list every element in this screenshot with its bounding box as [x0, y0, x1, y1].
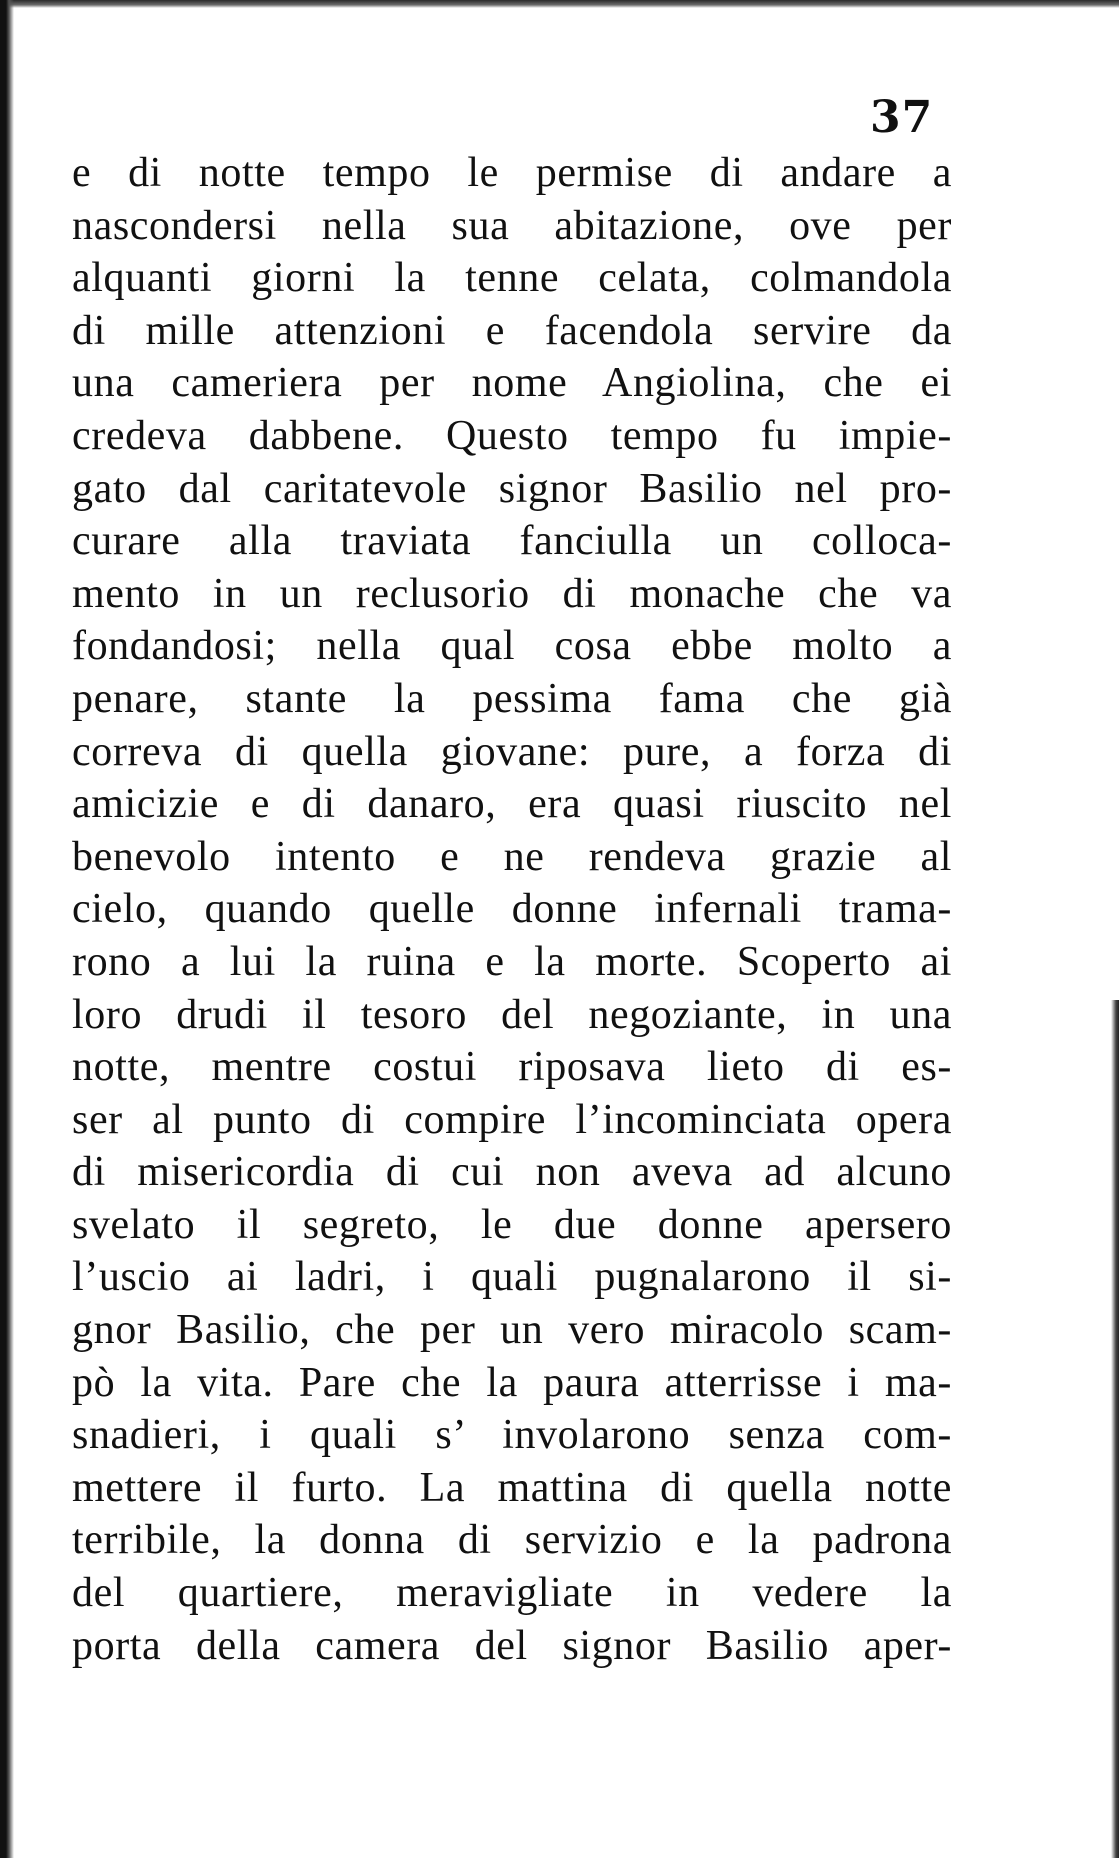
text-line: correva di quella giovane: pure, a forza di: [72, 728, 952, 775]
page-number: 37: [870, 92, 934, 143]
text-line: mento in un reclusorio di monache che va: [72, 570, 952, 617]
text-line: terribile, la donna di servizio e la padrona: [72, 1517, 952, 1564]
text-line: curare alla traviata fanciulla un colloca-: [72, 518, 952, 565]
text-line: cielo, quando quelle donne infernali trama-: [72, 886, 952, 933]
text-line: una cameriera per nome Angiolina, che ei: [72, 360, 952, 407]
text-line: e di notte tempo le permise di andare a: [72, 150, 952, 196]
text-line: fondandosi; nella qual cosa ebbe molto a: [72, 623, 952, 670]
text-line: porta della camera del signor Basilio aper-: [72, 1622, 952, 1669]
text-line: ser al punto di compire l’incominciata opera: [72, 1096, 952, 1143]
text-line: di mille attenzioni e facendola servire da: [72, 307, 952, 354]
text-line: penare, stante la pessima fama che già: [72, 675, 952, 722]
text-line: del quartiere, meravigliate in vedere la: [72, 1570, 952, 1617]
scan-edge-top: [0, 0, 1119, 8]
text-line: snadieri, i quali s’ involarono senza com-: [72, 1412, 952, 1459]
text-line: notte, mentre costui riposava lieto di es-: [72, 1044, 952, 1091]
text-line: di misericordia di cui non aveva ad alcuno: [72, 1149, 952, 1196]
text-line: credeva dabbene. Questo tempo fu impie-: [72, 412, 952, 459]
text-line: pò la vita. Pare che la paura atterrisse i ma-: [72, 1359, 952, 1406]
text-line: nascondersi nella sua abitazione, ove per: [72, 202, 952, 249]
text-line: l’uscio ai ladri, i quali pugnalarono il si-: [72, 1254, 952, 1301]
text-line: gnor Basilio, che per un vero miracolo scam-: [72, 1307, 952, 1354]
body-text: [72, 147, 952, 1672]
text-line: gato dal caritatevole signor Basilio nel pro-: [72, 465, 952, 512]
text-line: rono a lui la ruina e la morte. Scoperto ai: [72, 938, 952, 985]
text-line: loro drudi il tesoro del negoziante, in una: [72, 991, 952, 1038]
text-line: amicizie e di danaro, era quasi riuscito nel: [72, 781, 952, 828]
text-line: svelato il segreto, le due donne apersero: [72, 1201, 952, 1248]
text-line: alquanti giorni la tenne celata, colmandola: [72, 255, 952, 302]
text-line: benevolo intento e ne rendeva grazie al: [72, 833, 952, 880]
text-line: mettere il furto. La mattina di quella notte: [72, 1464, 952, 1511]
scan-edge-left: [0, 0, 14, 1858]
scan-edge-right: [1111, 1000, 1119, 1858]
